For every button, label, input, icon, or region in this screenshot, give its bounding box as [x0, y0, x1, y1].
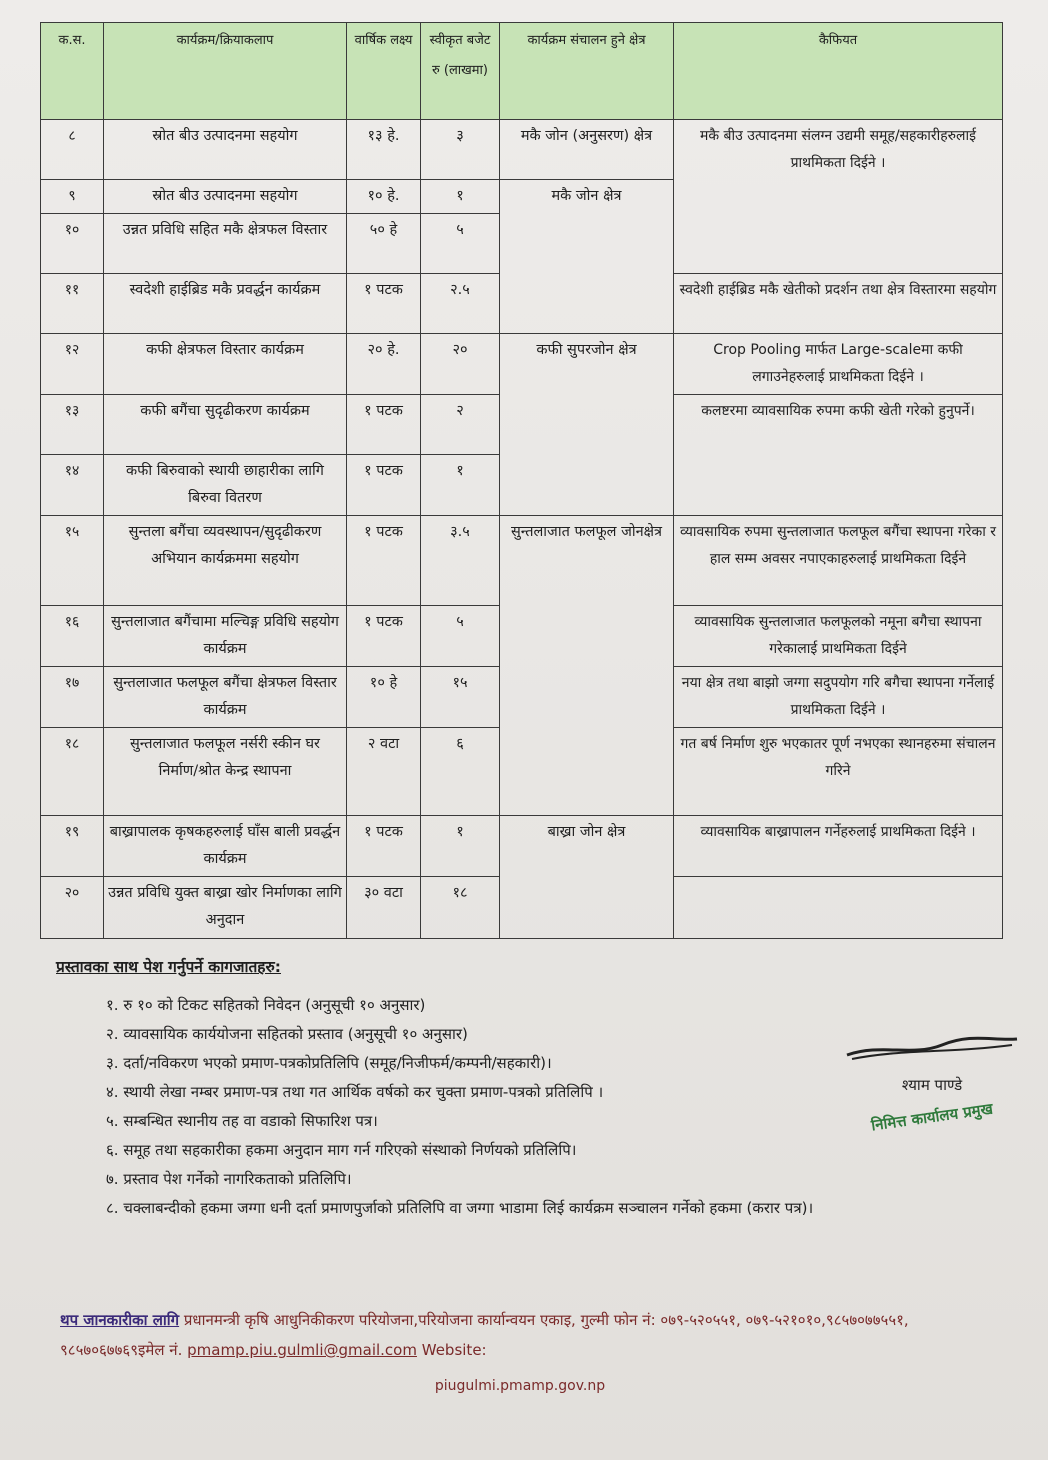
row-sn: १४: [41, 455, 104, 516]
row-program: स्वदेशी हाईब्रिड मकै प्रवर्द्धन कार्यक्रम: [104, 274, 347, 334]
row-area: मकै जोन (अनुसरण) क्षेत्र: [500, 120, 674, 180]
list-item: ४. स्थायी लेखा नम्बर प्रमाण-पत्र तथा गत आर्थिक वर्षको कर चुक्ता प्रमाण-पत्रको प्रतिलिपि ।: [106, 1083, 604, 1101]
row-budget: ५: [421, 606, 500, 667]
row-budget: १: [421, 455, 500, 516]
row-sn: १६: [41, 606, 104, 667]
row-program: उन्नत प्रविधि सहित मकै क्षेत्रफल विस्तार: [104, 214, 347, 274]
row-program: सुन्तलाजात फलफूल नर्सरी स्कीन घर निर्माण/श्रोत केन्द्र स्थापना: [104, 728, 347, 816]
program-table: [40, 22, 1003, 939]
list-item: ७. प्रस्ताव पेश गर्नेको नागरिकताको प्रतिलिपि।: [106, 1170, 352, 1188]
row-area: सुन्तलाजात फलफूल जोनक्षेत्र: [500, 516, 674, 816]
table-row: [41, 816, 1003, 877]
row-program: स्रोत बीउ उत्पादनमा सहयोग: [104, 180, 347, 214]
documents-heading: प्रस्तावका साथ पेश गर्नुपर्ने कागजातहरु:: [56, 958, 281, 976]
row-sn: १९: [41, 816, 104, 877]
row-remarks: स्वदेशी हाईब्रिड मकै खेतीको प्रदर्शन तथा क्षेत्र विस्तारमा सहयोग: [674, 274, 1003, 334]
row-budget: १८: [421, 877, 500, 939]
row-target: १० हे.: [347, 180, 421, 214]
list-item: ८. चक्लाबन्दीको हकमा जग्गा धनी दर्ता प्रमाणपुर्जाको प्रतिलिपि वा जग्गा भाडामा लिई कार्यक्रम सञ्चालन गर्नेको हकमा (करार पत्र)।: [106, 1199, 814, 1217]
row-program: स्रोत बीउ उत्पादनमा सहयोग: [104, 120, 347, 180]
list-item: २. व्यावसायिक कार्ययोजना सहितको प्रस्ताव (अनुसूची १० अनुसार): [106, 1025, 468, 1043]
signatory-title: निमित्त कार्यालय प्रमुख: [870, 1099, 994, 1135]
row-remarks: गत बर्ष निर्माण शुरु भएकातर पूर्ण नभएका स्थानहरुमा संचालन गरिने: [674, 728, 1003, 816]
row-program: बाख्रापालक कृषकहरुलाई घाँस बाली प्रवर्द्धन कार्यक्रम: [104, 816, 347, 877]
row-sn: १२: [41, 334, 104, 395]
row-budget: ३.५: [421, 516, 500, 606]
table-row: [41, 120, 1003, 180]
row-sn: ९: [41, 180, 104, 214]
row-area: मकै जोन क्षेत्र: [500, 180, 674, 334]
row-program: कफी बगैंचा सुदृढीकरण कार्यक्रम: [104, 395, 347, 455]
contact-section: [60, 1305, 980, 1401]
row-target: १ पटक: [347, 395, 421, 455]
row-budget: १: [421, 816, 500, 877]
row-target: २ वटा: [347, 728, 421, 816]
header-budget: स्वीकृत बजेट रु (लाखमा): [421, 23, 500, 120]
row-program: सुन्तला बगैंचा व्यवस्थापन/सुदृढीकरण अभियान कार्यक्रममा सहयोग: [104, 516, 347, 606]
row-sn: १३: [41, 395, 104, 455]
row-target: १ पटक: [347, 816, 421, 877]
row-remarks: नया क्षेत्र तथा बाझो जग्गा सदुपयोग गरि बगैचा स्थापना गर्नेलाई प्राथमिकता दिईने ।: [674, 667, 1003, 728]
row-program: कफी क्षेत्रफल विस्तार कार्यक्रम: [104, 334, 347, 395]
row-sn: २०: [41, 877, 104, 939]
row-target: १३ हे.: [347, 120, 421, 180]
row-program: कफी बिरुवाको स्थायी छाहारीका लागि बिरुवा वितरण: [104, 455, 347, 516]
row-budget: ६: [421, 728, 500, 816]
row-target: १ पटक: [347, 606, 421, 667]
row-target: ५० हे: [347, 214, 421, 274]
row-target: १० हे: [347, 667, 421, 728]
row-area: कफी सुपरजोन क्षेत्र: [500, 334, 674, 516]
list-item: १. रु १० को टिकट सहितको निवेदन (अनुसूची १० अनुसार): [106, 996, 426, 1014]
row-area: बाख्रा जोन क्षेत्र: [500, 816, 674, 939]
list-item: ६. समूह तथा सहकारीका हकमा अनुदान माग गर्न गरिएको संस्थाको निर्णयको प्रतिलिपि।: [106, 1141, 577, 1159]
row-sn: ११: [41, 274, 104, 334]
row-remarks: व्यावसायिक सुन्तलाजात फलफूलको नमूना बगैचा स्थापना गरेकालाई प्राथमिकता दिईने: [674, 606, 1003, 667]
contact-text: प्रधानमन्त्री कृषि आधुनिकीकरण परियोजना,परियोजना कार्यान्वयन एकाइ, गुल्मी फोन नं: ०७९-५२०५५१, ०७९-५२१०१०,९८५७०७७५५१, ९८५७०६७७६९इमेल नं.: [60, 1311, 909, 1359]
row-sn: १८: [41, 728, 104, 816]
row-target: १ पटक: [347, 455, 421, 516]
row-remarks-empty: [674, 877, 1003, 939]
list-item: ३. दर्ता/नविकरण भएको प्रमाण-पत्रकोप्रतिलिपि (समूह/निजीफर्म/कम्पनी/सहकारी)।: [106, 1054, 552, 1072]
row-target: ३० वटा: [347, 877, 421, 939]
row-target: १ पटक: [347, 274, 421, 334]
header-area: कार्यक्रम संचालन हुने क्षेत्र: [500, 23, 674, 120]
header-program: कार्यक्रम/क्रियाकलाप: [104, 23, 347, 120]
row-target: १ पटक: [347, 516, 421, 606]
row-target: २० हे.: [347, 334, 421, 395]
list-item: ५. सम्बन्धित स्थानीय तह वा वडाको सिफारिश पत्र।: [106, 1112, 378, 1130]
row-program: सुन्तलाजात फलफूल बगैंचा क्षेत्रफल विस्तार कार्यक्रम: [104, 667, 347, 728]
row-budget: १५: [421, 667, 500, 728]
row-remarks: व्यावसायिक बाख्रापालन गर्नेहरुलाई प्राथमिकता दिईने ।: [674, 816, 1003, 877]
signature-mark: [842, 1035, 1022, 1061]
row-program: सुन्तलाजात बगैंचामा मल्चिङ्ग प्रविधि सहयोग कार्यक्रम: [104, 606, 347, 667]
website-label: Website:: [421, 1341, 487, 1359]
row-sn: १७: [41, 667, 104, 728]
row-remarks: मकै बीउ उत्पादनमा संलग्न उद्यमी समूह/सहकारीहरुलाई प्राथमिकता दिईने ।: [674, 120, 1003, 274]
signatory-name: श्याम पाण्डे: [901, 1076, 963, 1094]
contact-label: थप जानकारीका लागि: [60, 1311, 180, 1329]
header-target: वार्षिक लक्ष्य: [347, 23, 421, 120]
row-budget: ५: [421, 214, 500, 274]
row-sn: १५: [41, 516, 104, 606]
row-remarks: Crop Pooling मार्फत Large-scaleमा कफी लगाउनेहरुलाई प्राथमिकता दिईने ।: [674, 334, 1003, 395]
row-remarks: कलष्टरमा व्यावसायिक रुपमा कफी खेती गरेको हुनुपर्ने।: [674, 395, 1003, 516]
table-row: [41, 334, 1003, 395]
header-sn: क.स.: [41, 23, 104, 120]
row-sn: ८: [41, 120, 104, 180]
row-sn: १०: [41, 214, 104, 274]
row-budget: २.५: [421, 274, 500, 334]
row-budget: २०: [421, 334, 500, 395]
row-budget: २: [421, 395, 500, 455]
table-header-row: [41, 23, 1003, 120]
row-remarks: व्यावसायिक रुपमा सुन्तलाजात फलफूल बगैंचा स्थापना गरेका र हाल सम्म अवसर नपाएकाहरुलाई प्राथमिकता दिईने: [674, 516, 1003, 606]
table-row: [41, 516, 1003, 606]
row-budget: ३: [421, 120, 500, 180]
header-remarks: कैफियत: [674, 23, 1003, 120]
website-link[interactable]: piugulmi.pmamp.gov.np: [434, 1378, 606, 1394]
row-program: उन्नत प्रविधि युक्त बाख्रा खोर निर्माणका लागि अनुदान: [104, 877, 347, 939]
row-budget: १: [421, 180, 500, 214]
contact-email[interactable]: pmamp.piu.gulmli@gmail.com: [187, 1341, 417, 1359]
signature-block: [832, 1035, 1032, 1135]
